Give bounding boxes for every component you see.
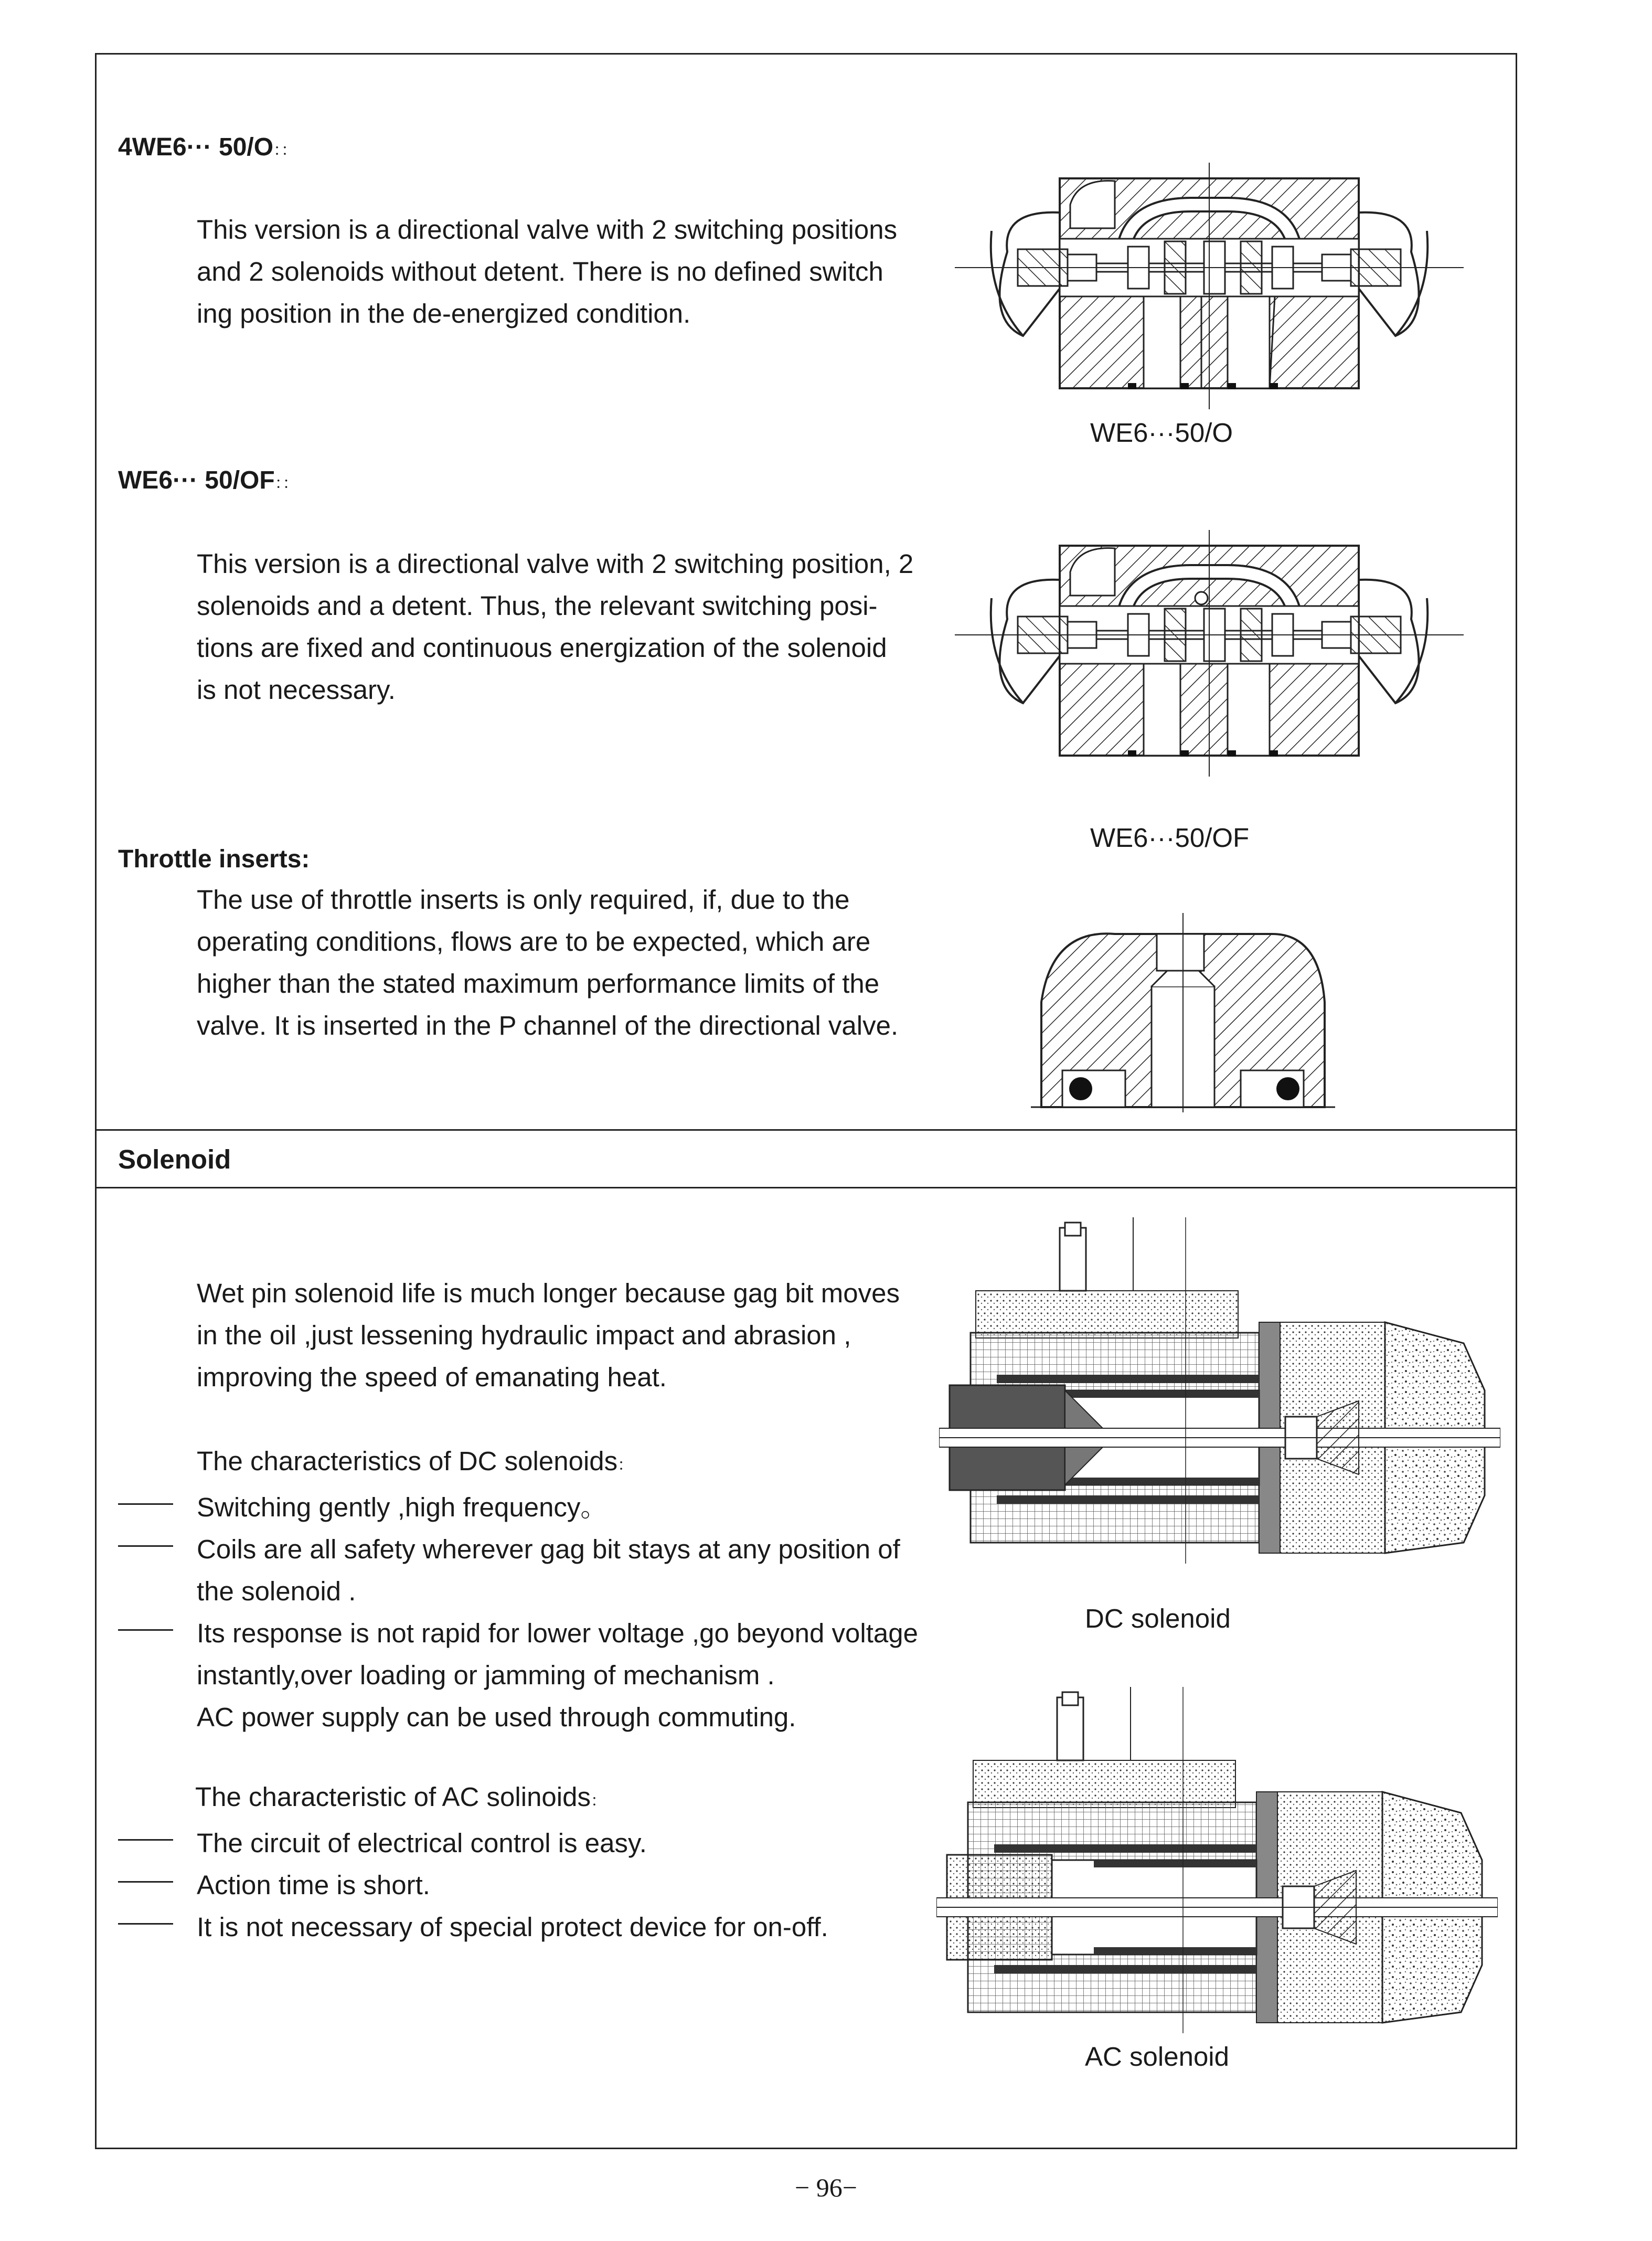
dc-characteristics: The characteristics of DC solenoids： Switching gently ,high frequency。 Coils are all safety wherever gag bit stays at any position of the solenoid . Its response is not rapid for lower voltage ,go beyond voltage instantly,over loading or jamming of mechanism . AC power supply can be used through commuting. [197, 1440, 918, 1738]
ac-solenoid-diagram [936, 1687, 1498, 2033]
caption-ac-solenoid: AC solenoid [1085, 2042, 1229, 2072]
caption-dc-solenoid: DC solenoid [1085, 1603, 1231, 1633]
heading-throttle-inserts: Throttle inserts: [118, 845, 310, 873]
dc-solenoid-diagram [939, 1217, 1500, 1564]
bullet-dash [118, 1881, 173, 1883]
section-divider-bottom [97, 1187, 1516, 1188]
caption-50-of: WE6···50/OF [1090, 823, 1250, 853]
paragraph-solenoid-intro: Wet pin solenoid life is much longer because gag bit moves in the oil ,just lessening hydraulic impact and abrasion , improving the speed of emanating heat. [197, 1278, 900, 1392]
section-divider-top [97, 1129, 1516, 1131]
caption-50-o: WE6···50/O [1090, 418, 1233, 448]
ac-heading: The characteristic of AC solinoids： [195, 1782, 606, 1812]
heading-4we6-50-o: 4WE6··· 50/O：： [118, 133, 297, 161]
bullet-dash [118, 1923, 173, 1925]
heading-we6-50-of: WE6··· 50/OF：： [118, 466, 299, 494]
bullet-dash [118, 1503, 173, 1505]
paragraph-4we6-50-o: This version is a directional valve with 2 switching positions and 2 solenoids without detent. There is no defined switch ing position in the de-energized condition. [197, 215, 898, 328]
valve-diagram-50-of [955, 530, 1464, 777]
paragraph-throttle-inserts: The use of throttle inserts is only required, if, due to the operating conditions, flows are to be expected, which are higher than the stated maximum performance limits of the valve. It is inserted in the P channel of the directional valve. [197, 885, 899, 1040]
page-number: − 96− [795, 2173, 857, 2202]
bullet-dash [118, 1629, 173, 1631]
bullet-dash [118, 1545, 173, 1547]
section-title-solenoid: Solenoid [118, 1144, 231, 1174]
dc-heading: The characteristics of DC solenoids： [197, 1446, 634, 1476]
ac-characteristics: The characteristic of AC solinoids： The circuit of electrical control is easy. Action time is short. It is not necessary of special protect device for on-off. [195, 1776, 828, 1948]
paragraph-we6-50-of: This version is a directional valve with 2 switching position, 2 solenoids and a detent. Thus, the relevant switching posi- tions are fixed and continuous energization of the solenoid is not necessary. [197, 549, 914, 705]
bullet-dash [118, 1839, 173, 1841]
throttle-insert-diagram [1031, 913, 1335, 1112]
valve-diagram-50-o [955, 163, 1464, 409]
